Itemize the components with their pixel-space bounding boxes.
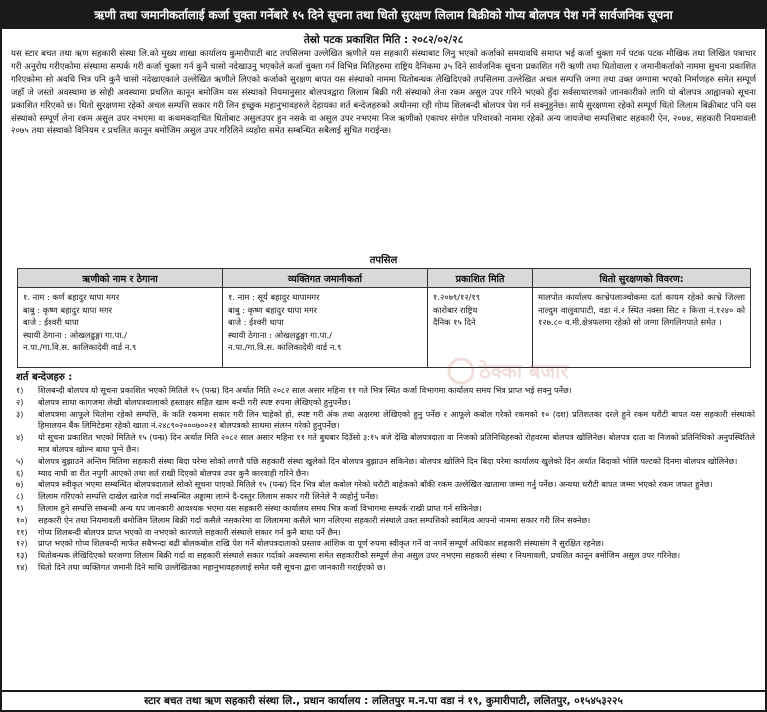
list-item: [16, 527, 755, 539]
published-date: १.२०७९/१२/१९: [433, 292, 481, 302]
condition-text: शिलबन्दी बोलपत्र यो सूचना प्रकाशित भएको मितिले १५ (पन्ध्र) दिन अर्थात मिति २०८२ साल असार महिना ११ गते भित्र स्थित कर्जा विभागमा कार्यालय समय भित्र प्राप्त भई सक्नु पर्नेछ।: [38, 385, 572, 395]
condition-number: ५): [16, 455, 24, 466]
condition-number: १०): [16, 514, 28, 525]
list-item: [16, 456, 755, 468]
list-item: [16, 515, 755, 527]
borrower-cell: [18, 288, 223, 368]
details-table: [17, 268, 751, 368]
published-date-cell: [428, 288, 533, 368]
list-item: [16, 503, 755, 515]
details-header-row: [18, 269, 751, 288]
intro-paragraph: यस स्टार बचत तथा ऋण सहकारी संस्था लि.को मुख्य शाखा कार्यालय कुमारीपाटी बाट तपसिलमा उल्लेखित ऋणीले यस सहकारी संस्थाबाट लिनु भएको कर्जाको समयावधि समाप्त भई कर्जा चुक्ता गर्न पटक पटक मौखिक तथा लिखित पत्राचार गरी अनुरोध गरीएकोमा संस्थामा सम्पर्क गरी कर्जा चुक्ता गर्न कुनै चासो नदेखाउनु भएकोले कर्जा चुक्ता गर्न विभिन्न मितिहरुमा राष्ट्रिय दैनिकमा ३५ दिने सार्वजनिक सूचना प्रकाशित गरी ऋणी तथा धितोवाला र जमानीकर्ताको नाममा सुचना प्रकाशित गरिएकोमा सो अवधि भित्र पनि कुनै चासो नदेखाएकाले उल्लेखित ऋणीले लिएको कर्जाको सुरक्षण बापत यस संस्थाको नाममा धितोबन्धक लेखिदिएको तपसिलमा उल्लेखित अचल सम्पत्ति जग्गा तथा उक्त जग्गामा भएको निर्माणहरु समेत सम्पूर्ण जहाँ जे जस्तो अवस्थामा छ सोही अवस्थामा प्रचलित कानून बमोजिम यस संस्थाको नियमानुसार बोलपत्रद्वारा लिलाम बिक्री गरी संस्थाको लेना रकम असुल उपर गरिने भएको हुँदा सर्वसाधारणको जानकारीको लागि यो बोलपत्र आह्वानको सूचना प्रकाशित गरिएको छ। धितो सुरक्षणमा रहेको अचल सम्पत्ति सकार गरी लिन इच्छुक महानुभावहरुले देहायका शर्त बन्देजहरुको अधीनमा रही गोप्य शिलबन्दी बोलपत्र पेश गर्न सक्नुहुनेछ। साथै सुरक्षणमा रहेको सम्पूर्ण धितो लिलाम बिक्रीबाट पनि यस संस्थाको सम्पूर्ण लेना रकम असुल उपर नभएमा वा कथमकदाचित धितोबाट असुलउपर हुन नसके वा असुल उपर नभएमा निज ऋणीको एकाघर संगोल परिवारको नाममा रहेको अन्य जायजेथा सम्पत्तिबाट सहकारी ऐन, २०७४, सहकारी नियमावली २०७५ तथा संस्थाको विनियम र प्रचलित कानून बमोजिम असुल उपर गरिलिने व्यहोरा समेत सम्बन्धित सबैलाई सुचित गराईन्छ।: [11, 49, 756, 137]
details-heading: तपसिल: [369, 255, 398, 266]
condition-number: १): [16, 385, 24, 395]
footer-address: स्टार बचत तथा ऋण सहकारी संस्था लि., प्रधान कार्यालय : ललितपुर म.न.पा वडा नं १९, कुमारीपाटी, ललितपुर, ०१५४५३२२५: [2, 690, 765, 710]
guarantor-address: स्थायी ठेगाना : ओखलढुङ्गा गा.पा./: [228, 329, 332, 340]
borrower-grandfather: बाजे : ईश्वरी थापा: [23, 317, 79, 328]
header-guarantor: व्यक्तिगत जमानीकर्ता: [223, 269, 428, 288]
guarantor-father: बाबु : कृष्ण बहादुर थापा मगर: [228, 304, 318, 315]
condition-text: धितो दिने तथा व्यक्तिगत जमानी दिने माथि उल्लेखितका महानुभावहरुलाई समेत यसै सूचना द्वारा जानकारी गराईएको छ।: [38, 561, 386, 572]
condition-text: सहकारी ऐन तथा नियमावली बमोजिम लिलाम बिक्री गर्दा कसैले नसकारेमा वा लिलाममा कसैले भाग नलिएमा सहकारी संस्थाले उक्त सम्पत्तिको स्वामित्व आफ्नो नाममा सकार गरी लिन सक्नेछ।: [38, 514, 591, 525]
header-published-date: प्रकाशित मिति: [428, 269, 533, 288]
condition-text: बोलपत्र साधा कागजमा लेखी बोलपत्रवालाको हस्ताक्षर सहित खाम बन्दी गरी स्पष्ट रुपमा लेखिएको हुनुपर्नेछ।: [38, 396, 351, 407]
condition-text: प्राप्त भएको गोप्य शिलबन्दी मार्फत सबैभन्दा बढी बोलकबोल राखि पेश गर्ने बोलपत्रदाताको प्रस्ताव आंशिक वा पूर्ण रुपमा स्वीकृत गर्ने वा नगर्ने सम्पूर्ण अधिकार सहकारी संस्थासंग नै सुरक्षित रहनेछ।: [38, 538, 604, 549]
condition-number: ११): [16, 526, 28, 537]
guarantor-cell: [223, 288, 428, 368]
condition-number: २): [16, 396, 24, 407]
condition-text: गोप्य शिलबन्दी बोलपत्र प्राप्त भएको वा नभएको कारणले सहकारी संस्थाले सकार गर्न कुनै बाधा पर्ने छैन।: [38, 526, 341, 537]
watermark-text: ठेक्का बजार: [479, 359, 569, 383]
header-collateral: धितो सुरक्षणको विवरण:: [533, 269, 751, 288]
condition-text: बोलपत्र बुझाउने अन्तिम मितिमा सहकारी संस्था बिदा परेमा सोको लगत्तै पछि सहकारी संस्था खुलेको दिन बोलपत्र बुझाउन सकिनेछ। बोलपत्र खोलिने दिन बिदा परेमा कार्यालय खुलेको दिन अर्थात बिदाको भोलि पल्टको दिनमा बोलपत्र खोलिनेछ।: [38, 455, 738, 466]
collateral-cell: [533, 288, 751, 368]
condition-number: ८): [16, 491, 24, 502]
list-item: [16, 491, 755, 503]
list-item: [16, 385, 755, 397]
published-newspaper: कारोबार राष्ट्रिय: [433, 304, 478, 315]
list-item: [16, 409, 755, 433]
conditions-list: [2, 385, 765, 574]
publish-date: तेस्रो पटक प्रकाशित मिति : २०८२/०२/२८: [303, 34, 464, 46]
condition-text: लिलाम गरिएको सम्पत्ति दाखेल खारेज गर्दा सम्बन्धित अड्डामा लाग्ने दै-दस्तुर लिलाम सकार गरी लिनेले नै व्यहोर्नु पर्नेछ।: [38, 491, 379, 502]
borrower-name: १. नाम : कर्ण बहादुर थापा मगर: [23, 292, 120, 302]
list-item: [16, 479, 755, 491]
borrower-father: बाबु : कृष्ण बहादुर थापा मगर: [23, 304, 113, 315]
condition-number: १२): [16, 538, 28, 549]
condition-text: म्याद नाघी वा रीत नपुगी आएको तथा शर्त राखी दिएको बोलपत्र उपर कुनै कारवाही गरिने छैन।: [38, 467, 310, 478]
condition-text: लिलाम हुने सम्पत्ति सम्बन्धी अन्य थप जानकारी आवश्यक भएमा यस सहकारी संस्था कार्यालय समय भित्र कर्जा विभागमा सम्पर्क राखी प्राप्त गर्न सकिनेछ।: [38, 502, 482, 513]
borrower-address-ward: न.पा./गा.वि.स. कालिकादेवी वार्ड न.९: [23, 342, 137, 353]
list-item: [16, 550, 755, 562]
condition-text: यो सूचना प्रकाशित भएको मितिले १५ (पन्ध्र) दिन अर्थात मिति २०८२ साल असार महिना ११ गते बुधबार दिउँसो ३:१५ बजे देखि बोलपत्रदाता वा निजको प्रतिनिधिहरुको रोहवरमा बोलपत्र खोलिनेछ। बोलपत्र दाता वा निजको प्रतिनिधिको अनुपस्थितिले मात्र बोलपत्र खोल्न बाधा पुग्ने छैन।: [38, 432, 755, 454]
condition-number: १३): [16, 550, 28, 561]
guarantor-address-ward: न.पा./गा.वि.स. कालिकादेवी वार्ड न.९: [228, 342, 342, 353]
conditions-heading: शर्त बन्देजहरु :: [16, 372, 73, 383]
condition-text: बोलपत्र स्वीकृत भएमा सम्बन्धित बोलपत्रदाताले सोको सूचना पाएको मितिले १५ (पन्ध्र) दिन भित्र बोल कबोल गरेको धरौटी बाहेकको बाँकी रकम उल्लेखित खातामा जम्मा गर्नु पर्नेछ। अन्यथा धरौटी बापत जम्मा भएको रकम जफत हुनेछ।: [38, 479, 713, 490]
notice-title: ऋणी तथा जमानीकर्तालाई कर्जा चुक्ता गर्नेबारे १५ दिने सूचना तथा धितो सुरक्षण लिलाम बिक्रीको गोप्य बोलपत्र पेश गर्ने सार्वजनिक सूचना: [2, 2, 765, 29]
condition-number: ६): [16, 467, 24, 478]
list-item: [16, 432, 755, 456]
list-item: [16, 397, 755, 409]
condition-number: ९): [16, 502, 24, 513]
condition-number: ७): [16, 479, 24, 490]
collateral-description: मालपोत कार्यालय काभ्रेपलाञ्चोकमा दर्ता कायम रहेको काभ्रे जिल्ला नाल्दुम वालुवापाटी, वडा नं.२ स्थित नक्सा सिट २ कित्ता नं.१२४० को १२७.८० व.मी.क्षेत्रफलमा रहेको सो जग्गा लिगलिगपाते समेत ।: [538, 292, 745, 328]
condition-text: धितोबन्धक लेखिदिएको घरजग्गा लिलाम बिक्री गर्दा वा सहकारी संस्थाले सकार गर्दाको अवस्थामा समेत सहकारीको सम्पूर्ण लेना असुल उपर नभएमा सहकारी संस्था र नियमावली, प्रचलित कानून बमोजिम असुल उपर गरिनेछ।: [38, 550, 681, 561]
table-row: [18, 288, 751, 368]
condition-number: ३): [16, 408, 24, 419]
condition-number: ४): [16, 432, 24, 443]
borrower-address: स्थायी ठेगाना : ओखलढुङ्गा गा.पा./: [23, 329, 127, 340]
condition-number: १४): [16, 561, 28, 572]
guarantor-grandfather: बाजे : ईश्वरी थापा: [228, 317, 284, 328]
condition-text: बोलपत्रमा आफूले धितोमा रहेको सम्पत्ति, के कति रकममा सकार गरी लिन चाहेको हो, स्पष्ट गरी अंक तथा अक्षरमा लेखिएको हुनु पर्नेछ र आफूले कबोल गरेको रकमको १० (दश) प्रतिशतका दरले हुने रकम धरौटी बापत यस सहकारी संस्थाको हिमालयन बैंक लिमिटेडमा रहेको खाता नं.२४८९०२०००७००२१ बोलपत्रको साथमा संलग्न गरेको हुनुपर्नेछ।: [38, 408, 755, 431]
header-borrower: ऋणीको नाम र ठेगाना: [18, 269, 223, 288]
list-item: [16, 538, 755, 550]
list-item: [16, 468, 755, 480]
published-duration: दैनिक १५ दिने: [433, 317, 476, 328]
list-item: [16, 562, 755, 574]
guarantor-name: १. नाम : सूर्य बहादुर थापामगर: [228, 292, 320, 302]
